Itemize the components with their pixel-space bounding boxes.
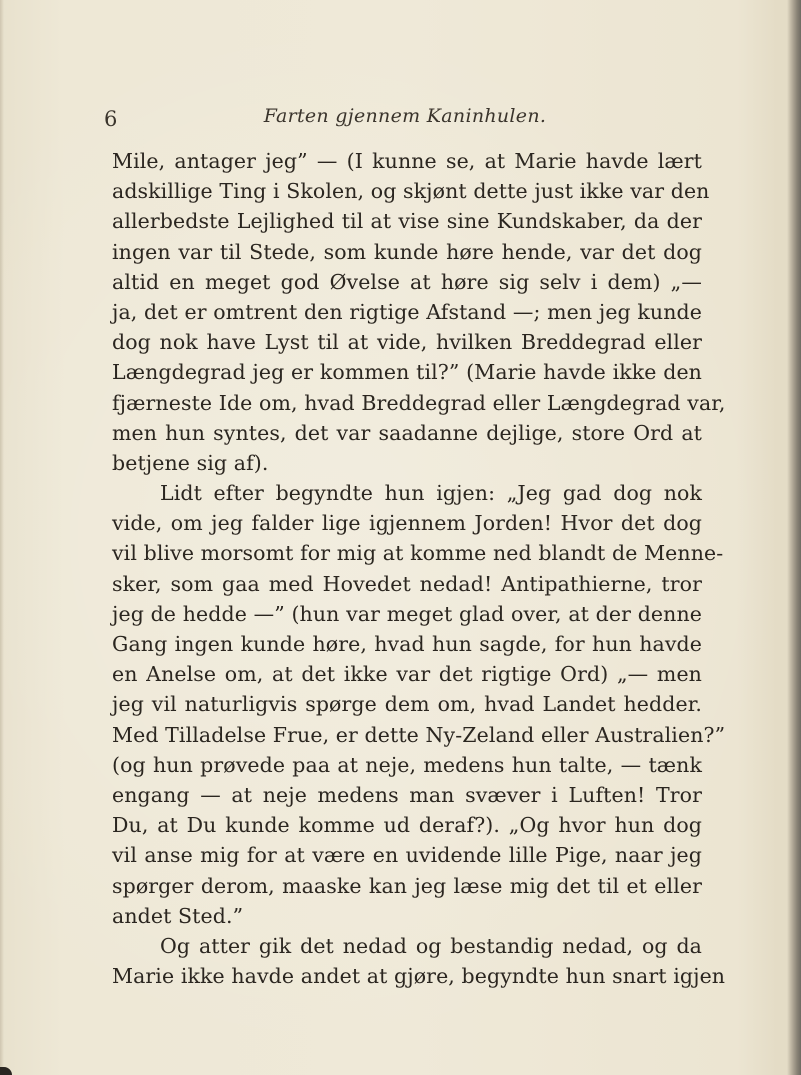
text-line: sker, som gaa med Hovedet nedad! Antipathierne, tror [112,571,702,596]
text-line: dog nok have Lyst til at vide, hvilken Breddegrad eller [112,330,702,355]
text-line: jeg de hedde —” (hun var meget glad over, at der denne [112,601,702,626]
page-left-edge [0,0,4,1075]
text-line: (og hun prøvede paa at neje, medens hun talte, — tænk [112,752,702,777]
text-line: Gang ingen kunde høre, hvad hun sagde, for hun havde [112,632,702,656]
text-line: Mile, antager jeg” — (I kunne se, at Marie havde lært [112,149,702,173]
text-line: vil blive morsomt for mig at komme ned blandt de Menne- [112,541,724,566]
text-line: jeg vil naturligvis spørge dem om, hvad Landet hedder. [112,692,702,717]
text-line: adskillige Ting i Skolen, og skjønt dette just ikke var den [112,179,710,204]
text-line: en Anelse om, at det ikke var det rigtige Ord) „— men [112,662,702,687]
text-line: spørger derom, maaske kan jeg læse mig det til et eller [112,873,702,898]
text-line: Marie ikke havde andet at gjøre, begyndte hun snart igjen [112,964,726,989]
text-line: betjene sig af). [112,450,269,475]
text-line: fjærneste Ide om, hvad Breddegrad eller Længdegrad var, [112,390,726,415]
paragraph-start-line: Og atter gik det nedad og bestandig nedad, og da [160,933,702,958]
text-line: ingen var til Stede, som kunde høre hende, var det dog [112,239,702,264]
scan-corner [0,1067,12,1075]
paragraph-start-line: Lidt efter begyndte hun igjen: „Jeg gad dog nok [160,481,702,506]
text-line: Du, at Du kunde komme ud deraf?). „Og hvor hun dog [112,813,702,838]
page-header [100,103,710,133]
text-line: Med Tilladelse Frue, er dette Ny-Zeland eller Australien?” [112,722,726,747]
running-head: Farten gjennem Kaninhulen. [263,105,547,127]
text-line: men hun syntes, det var saadanne dejlige, store Ord at [112,420,702,445]
text-line: engang — at neje medens man svæver i Luften! Tror [112,782,702,807]
page-number: 6 [104,107,118,131]
text-line: vil anse mig for at være en uvidende lille Pige, naar jeg [112,843,702,868]
text-line: andet Sted.” [112,903,244,928]
text-line: allerbedste Lejlighed til at vise sine Kundskaber, da der [112,209,702,234]
text-line: altid en meget god Øvelse at høre sig selv i dem) „— [112,269,702,294]
text-line: Længdegrad jeg er kommen til?” (Marie havde ikke den [112,360,702,385]
text-line: vide, om jeg falder lige igjennem Jorden! Hvor det dog [112,511,702,536]
body-text [112,146,726,991]
binding-shadow [787,0,801,1075]
text-line: ja, det er omtrent den rigtige Afstand —; men jeg kunde [112,299,702,324]
